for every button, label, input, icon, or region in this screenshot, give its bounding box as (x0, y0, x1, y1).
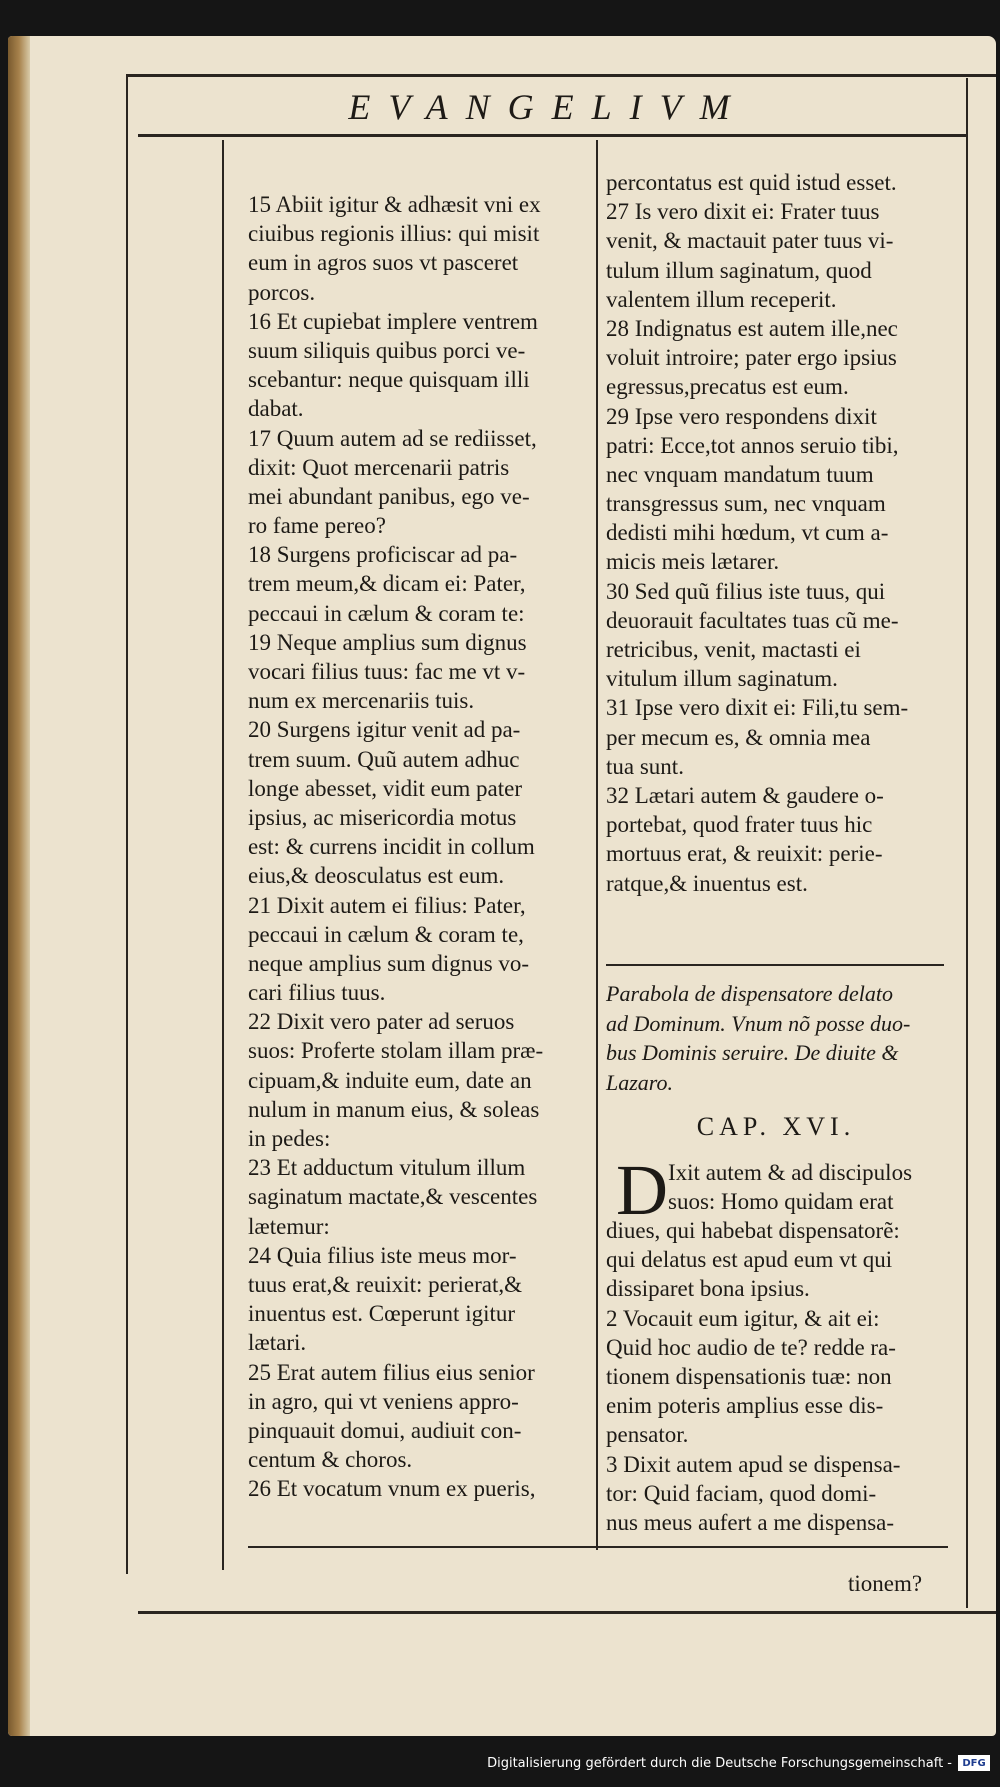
text-line: transgressus sum, nec vnquam (606, 491, 886, 517)
text-line: valentem illum receperit. (606, 286, 837, 312)
text-line: lætemur: (248, 1213, 330, 1239)
text-line: suos: Proferte stolam illam præ- (248, 1038, 544, 1064)
text-line: in agro, qui vt veniens appro- (248, 1388, 519, 1414)
bottom-inner-rule (248, 1546, 948, 1548)
text-line: suos: Homo quidam erat (668, 1189, 894, 1215)
text-line: dixit: Quot mercenarii patris (248, 454, 510, 480)
footer-credit: Digitalisierung gefördert durch die Deutsche Forschungsgemeinschaft - (487, 1755, 952, 1771)
text-line: micis meis lætarer. (606, 549, 780, 575)
chapter-heading: CAP. XVI. (696, 1112, 856, 1141)
text-line: 25 Erat autem filius eius senior (248, 1359, 535, 1385)
digitization-footer (487, 1753, 990, 1773)
text-line: 24 Quia filius iste meus mor- (248, 1242, 517, 1268)
text-line: eum in agros suos vt pasceret (248, 250, 519, 276)
text-line: centum & choros. (248, 1447, 413, 1473)
column-divider (596, 140, 598, 1550)
chapter-body-text (606, 1216, 951, 1537)
text-line: 26 Et vocatum vnum ex pueris, (248, 1476, 536, 1502)
text-line: cipuam,& induite eum, date an (248, 1067, 532, 1093)
text-line: 30 Sed quũ filius iste tuus, qui (606, 578, 886, 604)
right-column-text (606, 168, 946, 898)
text-line: tuus erat,& reuixit: perierat,& (248, 1271, 522, 1297)
text-line: dissiparet bona ipsius. (606, 1276, 810, 1302)
text-line: portebat, quod frater tuus hic (606, 812, 873, 838)
title-underline (138, 134, 966, 137)
text-line: peccaui in cælum & coram te: (248, 600, 525, 626)
text-line: percontatus est quid istud esset. (606, 170, 897, 195)
chapter-summary (606, 979, 951, 1097)
text-line: vitulum illum saginatum. (606, 666, 838, 692)
text-line: patri: Ecce,tot annos seruio tibi, (606, 432, 899, 458)
summary-line: bus Dominis seruire. De diuite & (606, 1040, 899, 1065)
text-line: 20 Surgens igitur venit ad pa- (248, 717, 521, 743)
text-line: trem suum. Quũ autem adhuc (248, 746, 520, 772)
text-line: cari filius tuus. (248, 980, 386, 1006)
bottom-rule (138, 1611, 996, 1614)
text-line: ro fame pereo? (248, 513, 386, 539)
left-frame-rule (126, 74, 128, 1574)
text-line: longe abesset, vidit eum pater (248, 775, 523, 801)
dfg-logo: DFG (958, 1755, 990, 1771)
summary-line: Lazaro. (606, 1069, 674, 1095)
text-line: saginatum mactate,& vescentes (248, 1184, 538, 1210)
page-spine (8, 36, 30, 1736)
text-line: lætari. (248, 1330, 307, 1356)
text-line: inuentus est. Cœperunt igitur (248, 1301, 516, 1327)
inner-left-rule (222, 140, 224, 1570)
text-line: tua sunt. (606, 753, 684, 779)
summary-line: Parabola de dispensatore delato (606, 981, 893, 1006)
text-line: 27 Is vero dixit ei: Frater tuus (606, 199, 880, 225)
text-line: neque amplius sum dignus vo- (248, 950, 530, 976)
text-line: mortuus erat, & reuixit: perie- (606, 841, 883, 867)
text-line: per mecum es, & omnia mea (606, 724, 871, 750)
text-line: 22 Dixit vero pater ad seruos (248, 1009, 515, 1035)
text-line: nec vnquam mandatum tuum (606, 461, 874, 487)
text-line: tulum illum saginatum, quod (606, 257, 872, 283)
text-line: 28 Indignatus est autem ille,nec (606, 315, 898, 341)
running-title: EVANGELIVM (348, 87, 748, 127)
text-line: 2 Vocauit eum igitur, & ait ei: (606, 1305, 880, 1331)
text-line: eius,& deosculatus est eum. (248, 863, 505, 889)
text-line: 15 Abiit igitur & adhæsit vni ex (248, 192, 541, 217)
text-line: nulum in manum eius, & soleas (248, 1096, 540, 1122)
text-line: enim poteris amplius esse dis- (606, 1393, 884, 1419)
text-line: ciuibus regionis illius: qui misit (248, 221, 540, 247)
text-line: in pedes: (248, 1126, 331, 1151)
text-line: peccaui in cælum & coram te, (248, 921, 524, 947)
catchword: tionem? (848, 1571, 923, 1596)
text-line: dabat. (248, 396, 304, 422)
text-line: pinquauit domui, audiuit con- (248, 1417, 522, 1443)
text-line: trem meum,& dicam ei: Pater, (248, 571, 526, 597)
text-line: scebantur: neque quisquam illi (248, 367, 530, 393)
text-line: Ixit autem & ad discipulos (668, 1160, 913, 1185)
text-line: 23 Et adductum vitulum illum (248, 1155, 526, 1181)
text-line: qui delatus est apud eum vt qui (606, 1247, 893, 1273)
text-line: diues, qui habebat dispensatorẽ: (606, 1218, 900, 1243)
text-line: 16 Et cupiebat implere ventrem (248, 308, 538, 334)
top-rule (126, 74, 996, 77)
text-line: retricibus, venit, mactasti ei (606, 637, 861, 662)
summary-line: ad Dominum. Vnum nõ posse duo- (606, 1010, 911, 1036)
text-line: 29 Ipse vero respondens dixit (606, 403, 877, 429)
text-line: 3 Dixit autem apud se dispensa- (606, 1451, 901, 1477)
text-line: dedisti mihi hœdum, vt cum a- (606, 520, 889, 546)
text-line: tor: Quid faciam, quod domi- (606, 1480, 877, 1506)
text-line: 31 Ipse vero dixit ei: Fili,tu sem- (606, 695, 909, 721)
text-line: ipsius, ac misericordia motus (248, 804, 517, 830)
text-line: 17 Quum autem ad se rediisset, (248, 425, 537, 451)
text-line: ratque,& inuentus est. (606, 870, 808, 896)
text-line: 21 Dixit autem ei filius: Pater, (248, 892, 526, 918)
text-line: vocari filius tuus: fac me vt v- (248, 659, 526, 684)
text-line: mei abundant panibus, ego ve- (248, 483, 530, 509)
text-line: venit, & mactauit pater tuus vi- (606, 228, 894, 254)
right-frame-rule (966, 78, 968, 1608)
text-line: pensator. (606, 1422, 689, 1448)
text-line: deuorauit facultates tuas cũ me- (606, 607, 899, 633)
text-line: porcos. (248, 279, 316, 305)
chapter-opening-text (668, 1158, 953, 1216)
text-line: voluit introire; pater ergo ipsius (606, 345, 897, 371)
text-line: 19 Neque amplius sum dignus (248, 629, 527, 655)
drop-cap: D (616, 1150, 668, 1230)
left-column-text (248, 190, 593, 1503)
text-line: tionem dispensationis tuæ: non (606, 1363, 892, 1389)
text-line: num ex mercenariis tuis. (248, 688, 475, 714)
text-line: nus meus aufert a me dispensa- (606, 1509, 895, 1535)
text-line: Quid hoc audio de te? redde ra- (606, 1334, 896, 1360)
text-line: est: & currens incidit in collum (248, 834, 535, 860)
text-line: egressus,precatus est eum. (606, 374, 849, 400)
text-line: 32 Lætari autem & gaudere o- (606, 782, 884, 808)
text-line: 18 Surgens proficiscar ad pa- (248, 542, 518, 568)
text-line: suum siliquis quibus porci ve- (248, 337, 526, 363)
summary-top-rule (606, 964, 944, 966)
book-page (8, 36, 996, 1736)
